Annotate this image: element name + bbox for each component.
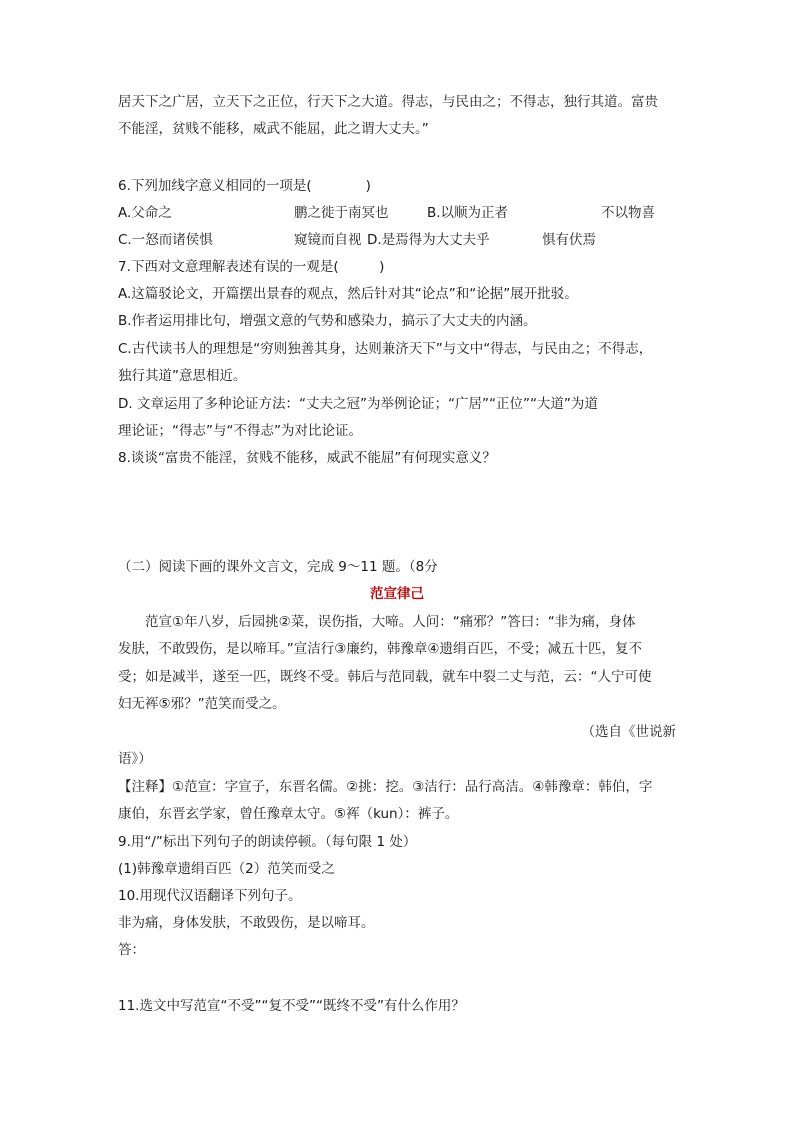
annotation-line-2: 康伯，东晋玄学家，曾任豫章太守。⑤裈（kun）：裤子。	[118, 806, 459, 822]
source-citation-line-1: （选自《世说新	[581, 724, 676, 740]
q6-option-b-left: B.以顺为正者	[427, 205, 509, 221]
question-7-stem: 7.下西对文意理解表述有误的一观是( )	[118, 259, 385, 275]
q7-option-a: A.这篇驳论文，开篇摆出景春的观点，然后针对其“论点”和“论据”展开批驳。	[118, 286, 578, 302]
question-10-stem: 10.用现代汉语翻译下列句子。	[118, 888, 302, 904]
source-citation-line-2: 语》）	[118, 751, 152, 767]
question-10-sentence: 非为痛，身体发肤，不敢毁伤，是以啼耳。	[118, 915, 375, 931]
passage-line-2: 不能淫，贫贱不能移，威武不能屈，此之谓大丈夫。”	[118, 121, 429, 137]
passage-line-1: 居天下之广居，立天下之正位，行天下之大道。得志，与民由之；不得志，独行其道。富贵	[118, 94, 658, 110]
q6-option-a-left: A.父命之	[118, 205, 172, 221]
passage-2-line-2: 发肤，不敢毁伤，是以啼耳。”宣洁行③廉约，韩豫章④遗绢百匹，不受；减五十匹，复不	[118, 641, 642, 657]
question-11-stem: 11.选文中写范宣“不受”“复不受”“既终不受”有什么作用？	[118, 998, 465, 1014]
question-8-stem: 8.谈谈“富贵不能淫，贫贱不能移，威武不能屈”有何现实意义？	[118, 450, 496, 466]
q6-option-d-left: D.是焉得为大丈夫乎	[367, 232, 490, 248]
question-9-stem: 9.用“/”标出下列句子的朗读停顿。（每句限 1 处）	[118, 834, 417, 850]
q6-option-b-right: 不以物喜	[601, 205, 655, 221]
passage-2-line-1: 范宣①年八岁，后园挑②菜，误伤指，大啼。人问：“痛邪？”答曰：“非为痛，身体	[145, 614, 636, 630]
question-10-answer-label: 答：	[118, 942, 145, 958]
q7-option-d-line-1: D. 文章运用了多种论证方法：“丈夫之冠”为举例论证；“广居”“正位”“大道”为道	[118, 396, 598, 412]
section-2-heading: （二）阅读下画的课外文言文，完成 9～11 题。（8分	[118, 559, 438, 575]
annotation-line-1: 【注释】①范宣：字宣子，东晋名儒。②挑：挖。③洁行：品行高洁。④韩豫章：韩伯，字	[118, 779, 653, 795]
q7-option-c-line-2: 独行其道”意思相近。	[118, 368, 247, 384]
q6-option-a-right: 鹏之徙于南冥也	[294, 205, 389, 221]
q6-option-d-right: 惧有伏焉	[542, 232, 596, 248]
q7-option-c-line-1: C.古代读书人的理想是“穷则独善其身，达则兼济天下”与文中“得志，与民由之；不得志，	[118, 341, 653, 357]
q6-option-c-left: C.一怒而诸侯惧	[118, 232, 213, 248]
question-9-items: (1)韩豫章遗绢百匹（2）范笑而受之	[118, 861, 335, 877]
passage-title: 范宣律己	[370, 586, 424, 602]
question-6-stem: 6.下列加线字意义相同的一项是( )	[118, 178, 371, 194]
passage-2-line-3: 受；如是减半，遂至一匹，既终不受。韩后与范同载，就车中裂二丈与范，云：“人宁可使	[118, 669, 652, 685]
q7-option-d-line-2: 理论证；“得志”与“不得志”为对比论证。	[118, 423, 362, 439]
q7-option-b: B.作者运用排比句，增强文意的气势和感染力，搞示了大丈夫的内涵。	[118, 313, 537, 329]
q6-option-c-right: 窥镜而自视	[294, 232, 362, 248]
passage-2-line-4: 妇无裈⑤邪？”范笑而受之。	[118, 696, 286, 712]
